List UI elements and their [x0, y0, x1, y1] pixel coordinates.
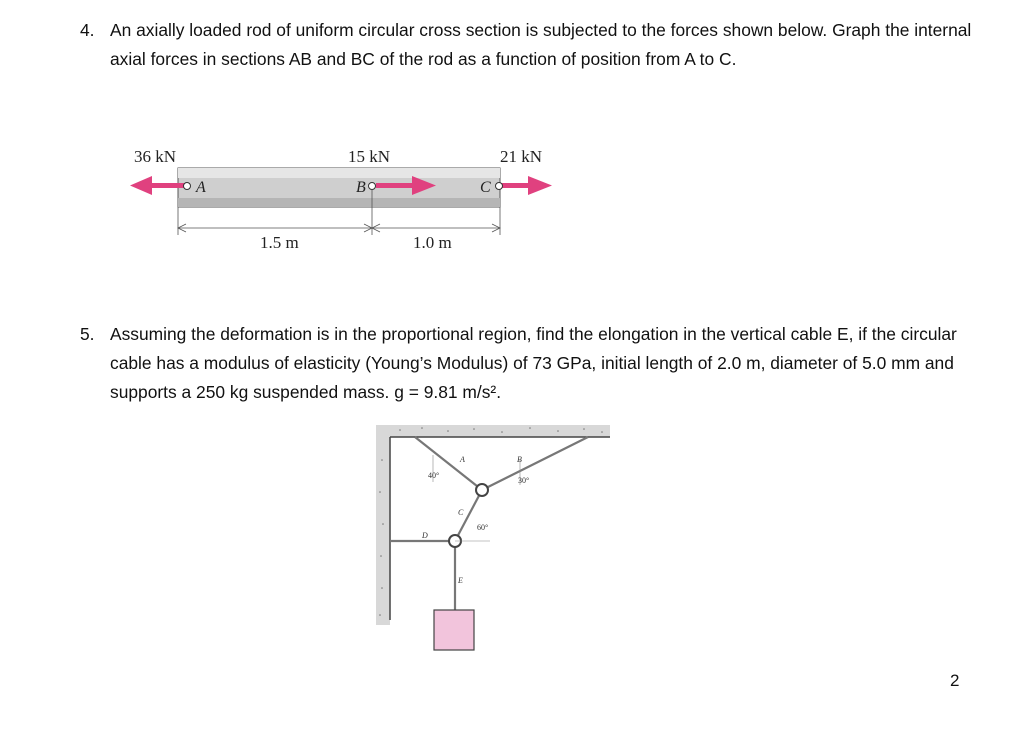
cable-d-label: D — [422, 531, 428, 540]
angle-a-label: 40° — [428, 471, 440, 480]
ring-upper — [476, 484, 488, 496]
force-a-label: 36 kN — [134, 147, 177, 166]
cable-a-label: A — [460, 455, 465, 464]
cable-c-label: C — [458, 508, 464, 517]
problem-5-number: 5. — [80, 324, 95, 344]
cable-e-label: E — [458, 576, 463, 585]
angle-c-label: 60° — [477, 523, 489, 532]
problem-4 — [80, 16, 980, 74]
cable-b-label: B — [517, 455, 522, 464]
problem-5 — [80, 320, 980, 407]
problem-4-number: 4. — [80, 20, 95, 40]
problem-4-text: An axially loaded rod of uniform circular cross section is subjected to the forces shown below. Graph the internal axial forces in sections AB and BC of the rod as a function of position from A to C. — [110, 20, 972, 69]
force-c-arrow-icon — [502, 176, 552, 195]
page-number: 2 — [950, 671, 960, 690]
length-bc-label: 1.0 m — [413, 233, 452, 252]
problem-5-text: Assuming the deformation is in the proportional region, find the elongation in the vertical cable E, if the circular cable has a modulus of elasticity (Young’s Modulus) of 73 GPa, initial length of 2.0 m, diameter of 5.0 mm and supports a 250 kg suspended mass. g = 9.81 m/s². — [110, 324, 957, 402]
force-a-arrow-icon — [130, 176, 185, 195]
length-ab-label: 1.5 m — [260, 233, 299, 252]
ceiling-wall — [376, 425, 610, 625]
force-c-label: 21 kN — [500, 147, 543, 166]
point-b-label: B — [356, 179, 366, 196]
cable-figure — [370, 420, 620, 660]
point-a-label: A — [196, 179, 206, 196]
angle-b-label: 30° — [518, 476, 530, 485]
force-b-label: 15 kN — [348, 147, 391, 166]
rod-figure — [120, 140, 580, 260]
suspended-mass — [434, 610, 474, 650]
point-c-label: C — [480, 179, 491, 196]
